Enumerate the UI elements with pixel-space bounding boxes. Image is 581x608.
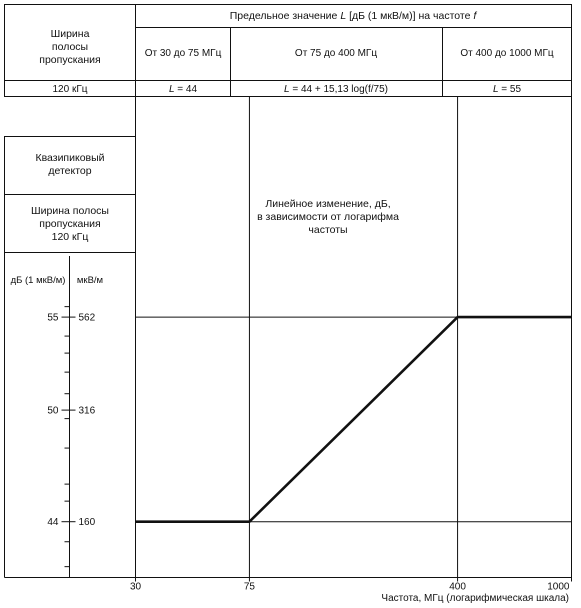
bandwidth-label-line3: 120 кГц [51,231,89,243]
y-axis [47,256,95,578]
series-group [136,317,572,522]
range-75-400: От 75 до 400 МГц [294,48,378,59]
formula-400-1000: L = 55 [492,84,522,95]
formula-30-75: L = 44 [168,84,198,95]
x-tick-label: 30 [129,581,142,593]
x-axis-title: Частота, МГц (логарифмическая шкала) [381,593,569,604]
bandwidth-header-line1: Ширина [50,28,90,40]
y-tick-label-db: 50 [47,405,59,417]
bandwidth-label-line2: пропускания [39,218,101,230]
bandwidth-label-line1: Ширина полосы [31,205,109,217]
y-axis-label-db: дБ (1 мкВ/м) [10,275,66,286]
y-tick-label-db: 55 [47,312,59,324]
detector-label-line2: детектор [48,165,92,177]
limit-header: Предельное значение L [дБ (1 мкВ/м)] на частоте f [229,10,477,22]
x-tick-label: 400 [449,581,466,593]
gridlines [136,97,572,578]
x-tick-label: 75 [243,581,255,593]
range-30-75: От 30 до 75 МГц [144,48,222,59]
formula-75-400: L = 44 + 15,13 log(f/75) [284,84,388,95]
limit-line [136,317,572,522]
bandwidth-header-line2: полосы [51,41,89,53]
y-axis-label-uv: мкВ/м [76,275,104,286]
x-tick-label: 1000 [547,581,570,593]
detector-label-line1: Квазипиковый [35,152,105,164]
y-tick-label-uv: 316 [78,405,96,417]
y-tick-label-uv: 160 [78,517,96,529]
annotation-line2: в зависимости от логарифма [257,211,399,223]
x-axis-ticks [130,578,572,593]
bandwidth-value: 120 кГц [52,84,88,95]
annotation-line1: Линейное изменение, дБ, [265,198,391,210]
y-tick-label-db: 44 [47,517,59,529]
annotation-line3: частоты [308,224,348,236]
range-400-1000: От 400 до 1000 МГц [460,48,554,59]
y-tick-label-uv: 562 [78,312,96,324]
bandwidth-header-line3: пропускания [39,54,101,66]
